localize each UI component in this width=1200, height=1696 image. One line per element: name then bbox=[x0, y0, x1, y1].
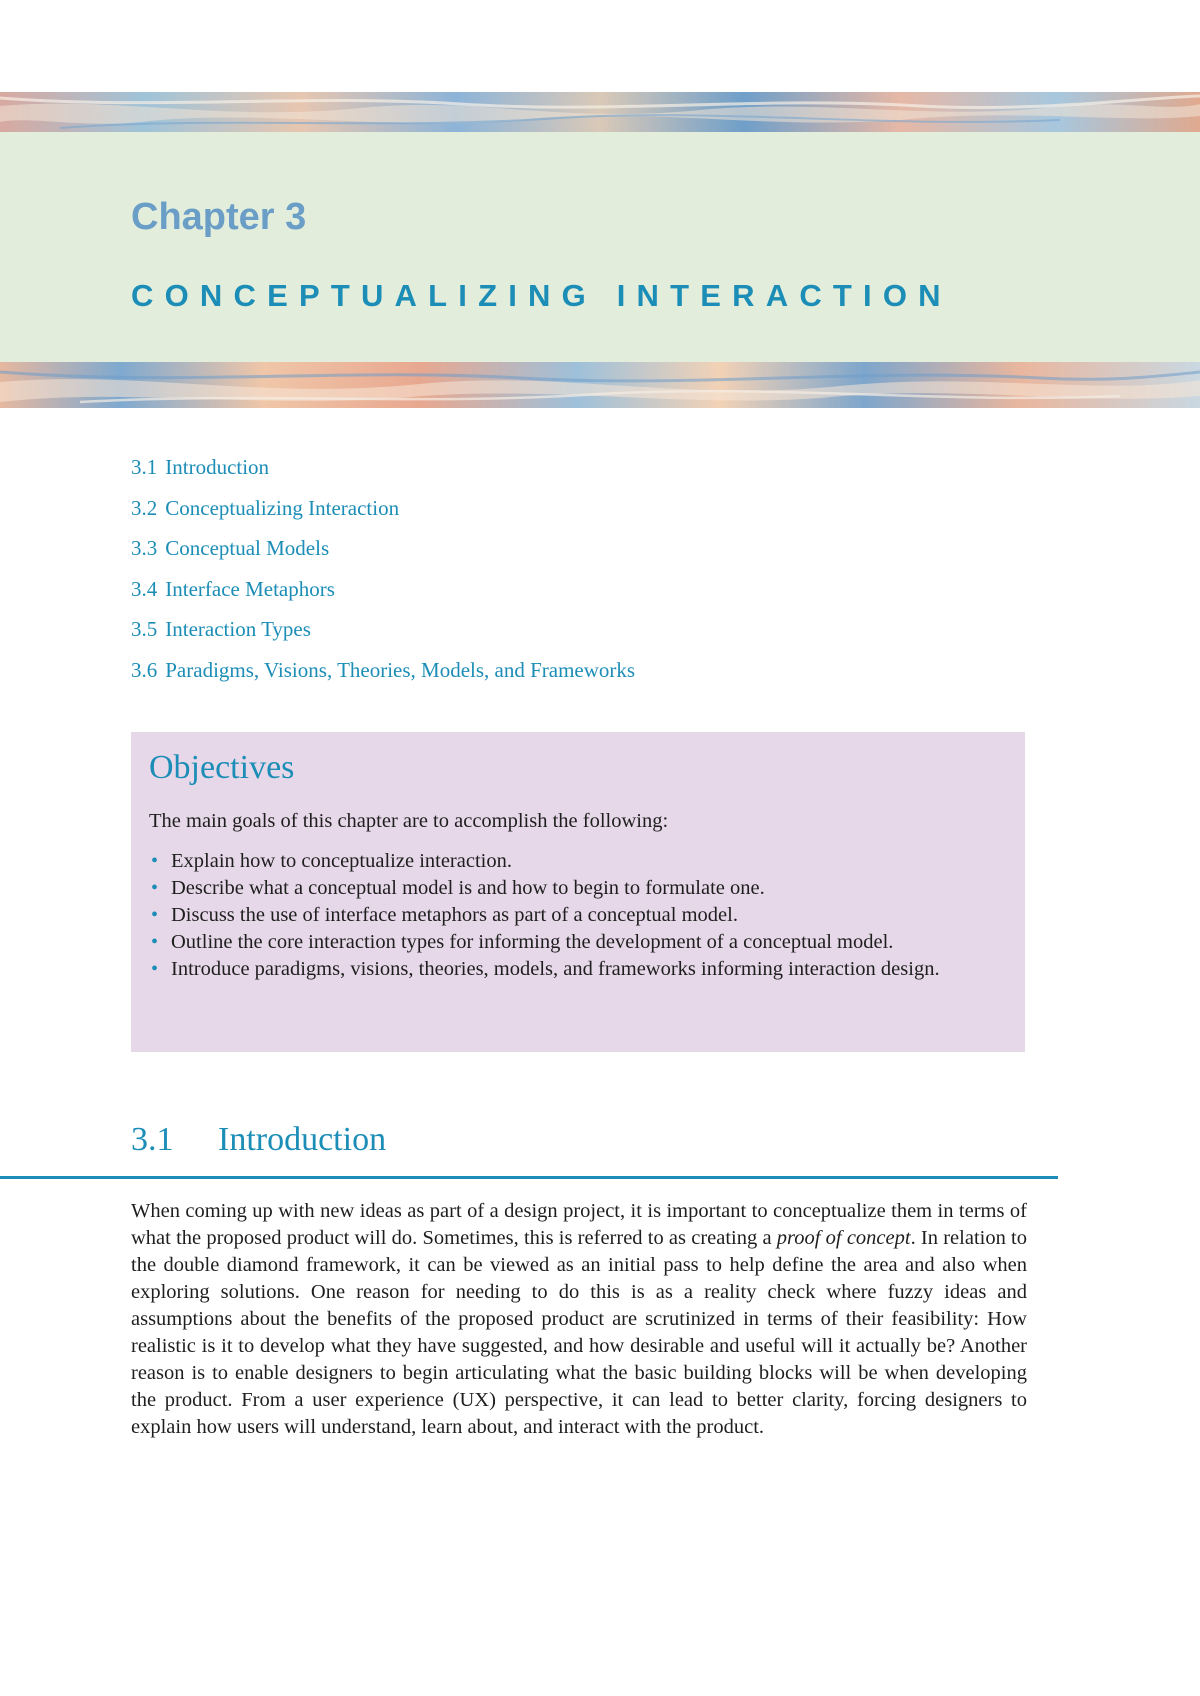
intro-paragraph bbox=[131, 1198, 1027, 1441]
objective-text: Describe what a conceptual model is and how to begin to formulate one. bbox=[171, 877, 765, 899]
paragraph-italic-term: proof of concept bbox=[776, 1227, 911, 1249]
toc-item-number: 3.4 bbox=[131, 576, 158, 601]
objective-item bbox=[149, 875, 1007, 902]
section-title: Introduction bbox=[218, 1121, 387, 1158]
toc-item[interactable] bbox=[131, 653, 635, 694]
objective-item bbox=[149, 902, 1007, 929]
objectives-list bbox=[149, 848, 1007, 983]
chapter-header-panel bbox=[0, 132, 1200, 364]
section-heading bbox=[131, 1120, 386, 1161]
chapter-contents-list bbox=[131, 450, 635, 694]
toc-item[interactable] bbox=[131, 491, 635, 532]
objective-text: Discuss the use of interface metaphors as part of a conceptual model. bbox=[171, 904, 738, 926]
objective-item bbox=[149, 956, 1007, 983]
bullet-icon: • bbox=[151, 958, 159, 980]
objectives-intro: The main goals of this chapter are to accomplish the following: bbox=[149, 810, 669, 832]
toc-item-number: 3.5 bbox=[131, 617, 158, 642]
bullet-icon: • bbox=[151, 904, 159, 926]
objectives-heading: Objectives bbox=[149, 749, 295, 786]
toc-item-title: Conceptualizing Interaction bbox=[165, 495, 400, 520]
toc-item-title: Paradigms, Visions, Theories, Models, and Frameworks bbox=[165, 657, 636, 682]
toc-item-number: 3.1 bbox=[131, 455, 158, 479]
toc-item-number: 3.6 bbox=[131, 657, 158, 682]
chapter-label: Chapter 3 bbox=[131, 196, 307, 238]
decorative-painted-band-bottom bbox=[0, 362, 1200, 408]
objective-item bbox=[149, 929, 1007, 956]
paragraph-text-start: When coming up with new ideas as part of a design project, it is important to conceptualize them in terms of what the proposed product will do. Sometimes, this is referred to as creating a bbox=[131, 1200, 1027, 1249]
decorative-painted-band-top bbox=[0, 92, 1200, 132]
objectives-box bbox=[131, 732, 1025, 1052]
objective-text: Explain how to conceptualize interaction. bbox=[171, 850, 512, 872]
bullet-icon: • bbox=[151, 850, 159, 872]
section-divider bbox=[0, 1176, 1058, 1179]
bullet-icon: • bbox=[151, 931, 159, 953]
toc-item-number: 3.3 bbox=[131, 536, 158, 561]
toc-item[interactable] bbox=[131, 450, 635, 491]
toc-item-number: 3.2 bbox=[131, 495, 158, 520]
toc-item[interactable] bbox=[131, 612, 635, 653]
objective-text: Introduce paradigms, visions, theories, models, and frameworks informing interaction design. bbox=[171, 958, 940, 980]
paragraph-text-end: . In relation to the double diamond framework, it can be viewed as an initial pass to help define the area and also when exploring solutions. One reason for needing to do this is as a reality check where fuzzy ideas and assumptions about the benefits of the proposed product are scrutinized in terms of their feasibility: How realistic is it to develop what they have suggested, and how desirable and useful will it actually be? Another reason is to enable designers to begin articulating what the basic building blocks will be when developing the product. From a user experience (UX) perspective, it can lead to better clarity, forcing designers to explain how users will understand, learn about, and interact with the product. bbox=[131, 1227, 1027, 1438]
toc-item-title: Interaction Types bbox=[165, 617, 311, 642]
toc-item[interactable] bbox=[131, 572, 635, 613]
toc-item-title: Interface Metaphors bbox=[165, 576, 335, 601]
toc-item[interactable] bbox=[131, 531, 635, 572]
chapter-title: CONCEPTUALIZING INTERACTION bbox=[131, 278, 952, 313]
toc-item-title: Conceptual Models bbox=[165, 536, 330, 561]
toc-item-title: Introduction bbox=[165, 455, 270, 479]
bullet-icon: • bbox=[151, 877, 159, 899]
objective-item bbox=[149, 848, 1007, 875]
section-number: 3.1 bbox=[131, 1121, 174, 1158]
objective-text: Outline the core interaction types for informing the development of a conceptual model. bbox=[171, 931, 894, 953]
